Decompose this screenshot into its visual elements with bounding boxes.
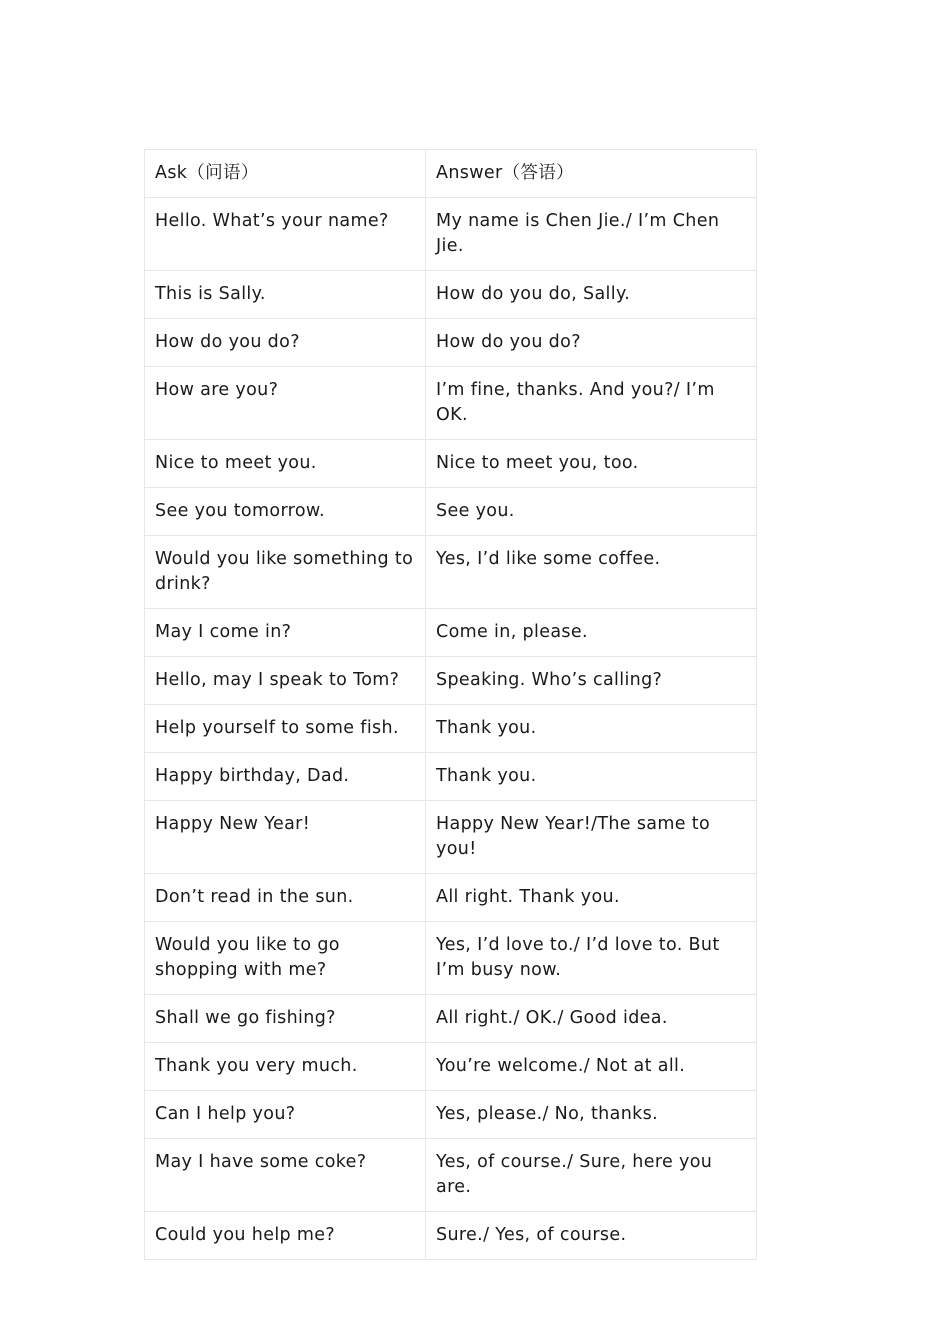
answer-cell: Yes, I’d like some coffee. (426, 536, 757, 609)
ask-cell: This is Sally. (145, 271, 426, 319)
answer-cell: All right. Thank you. (426, 874, 757, 922)
ask-cell: Would you like something to drink? (145, 536, 426, 609)
ask-cell: Shall we go fishing? (145, 995, 426, 1043)
ask-cell: Happy New Year! (145, 801, 426, 874)
ask-cell: May I come in? (145, 609, 426, 657)
ask-cell: Would you like to go shopping with me? (145, 922, 426, 995)
answer-cell: Happy New Year!/The same to you! (426, 801, 757, 874)
table-row (145, 753, 757, 801)
answer-cell: Yes, I’d love to./ I’d love to. But I’m busy now. (426, 922, 757, 995)
ask-cell: Happy birthday, Dad. (145, 753, 426, 801)
ask-cell: Could you help me? (145, 1212, 426, 1260)
ask-cell: Hello. What’s your name? (145, 198, 426, 271)
answer-cell: I’m fine, thanks. And you?/ I’m OK. (426, 367, 757, 440)
ask-answer-table (144, 149, 757, 1260)
answer-cell: All right./ OK./ Good idea. (426, 995, 757, 1043)
table-row (145, 536, 757, 609)
table-row (145, 319, 757, 367)
table-row (145, 922, 757, 995)
table-row (145, 488, 757, 536)
ask-cell: Help yourself to some fish. (145, 705, 426, 753)
ask-cell: May I have some coke? (145, 1139, 426, 1212)
table-row (145, 440, 757, 488)
table-row (145, 1139, 757, 1212)
table-row (145, 801, 757, 874)
answer-cell: You’re welcome./ Not at all. (426, 1043, 757, 1091)
ask-cell: How are you? (145, 367, 426, 440)
answer-cell: Thank you. (426, 705, 757, 753)
answer-cell: Nice to meet you, too. (426, 440, 757, 488)
answer-cell: Yes, please./ No, thanks. (426, 1091, 757, 1139)
table-row (145, 1091, 757, 1139)
answer-cell: Thank you. (426, 753, 757, 801)
ask-cell: How do you do? (145, 319, 426, 367)
table-row (145, 657, 757, 705)
answer-cell: Speaking. Who’s calling? (426, 657, 757, 705)
table-row (145, 874, 757, 922)
table-row (145, 705, 757, 753)
ask-cell: Nice to meet you. (145, 440, 426, 488)
ask-cell: Don’t read in the sun. (145, 874, 426, 922)
answer-cell: My name is Chen Jie./ I’m Chen Jie. (426, 198, 757, 271)
ask-cell: Thank you very much. (145, 1043, 426, 1091)
table-row (145, 995, 757, 1043)
table-row (145, 609, 757, 657)
header-ask: Ask（问语） (145, 150, 426, 198)
table-header-row (145, 150, 757, 198)
table-row (145, 198, 757, 271)
header-answer: Answer（答语） (426, 150, 757, 198)
ask-cell: See you tomorrow. (145, 488, 426, 536)
answer-cell: How do you do, Sally. (426, 271, 757, 319)
answer-cell: Sure./ Yes, of course. (426, 1212, 757, 1260)
ask-cell: Can I help you? (145, 1091, 426, 1139)
ask-cell: Hello, may I speak to Tom? (145, 657, 426, 705)
answer-cell: See you. (426, 488, 757, 536)
answer-cell: Yes, of course./ Sure, here you are. (426, 1139, 757, 1212)
table-row (145, 367, 757, 440)
table-row (145, 271, 757, 319)
answer-cell: Come in, please. (426, 609, 757, 657)
table-row (145, 1043, 757, 1091)
table-row (145, 1212, 757, 1260)
answer-cell: How do you do? (426, 319, 757, 367)
